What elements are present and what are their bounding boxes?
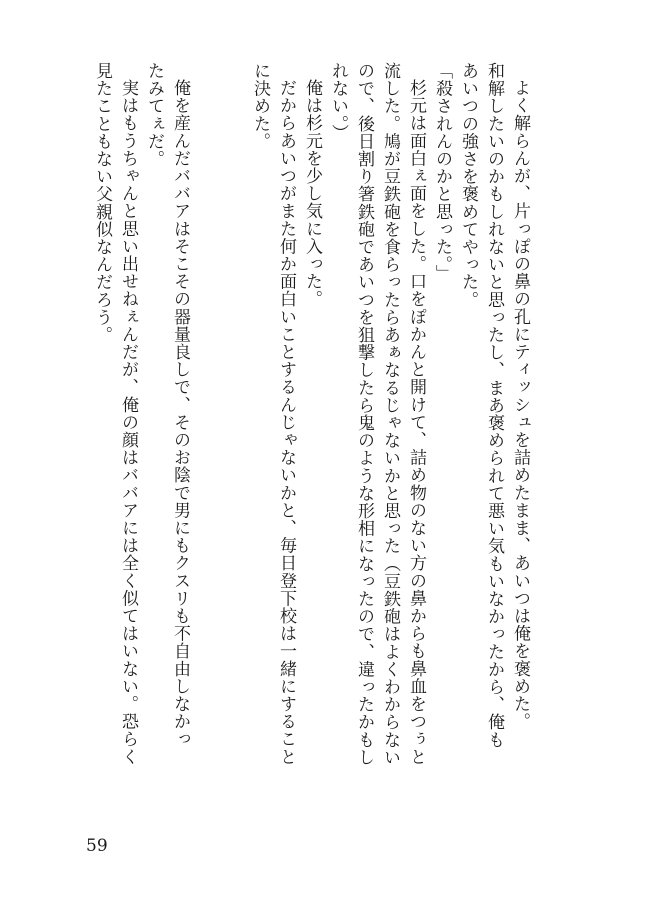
text-line-7: ので、後日割り箸鉄砲であいつを狙撃したら鬼のような形相になったので、違ったかもし <box>354 62 374 766</box>
vertical-text-body <box>89 62 533 812</box>
page-number: 59 <box>86 836 108 856</box>
text-line-1: よく解らんが、片っぽの鼻の孔にティッシュを詰めたまま、あいつは俺を褒めた。 <box>510 79 530 731</box>
text-line-8: れない。） <box>328 62 348 142</box>
text-line-6: 流した。鳩が豆鉄砲を食らったらあぁなるじゃないかと思った（豆鉄砲はよくわからない <box>380 62 400 766</box>
text-line-5: 杉元は面白ぇ面をした。口をぽかんと開けて、詰め物のない方の鼻からも鼻血をつぅと <box>406 79 426 766</box>
text-line-14: 実はもうちゃんと思い出せねぇんだが、俺の顔はババアには全く似てはいない。恐らく <box>118 79 138 766</box>
text-line-9: 俺は杉元を少し気に入った。 <box>302 79 322 308</box>
section-break <box>193 62 247 812</box>
text-line-3: あいつの強さを褒めてやった。 <box>458 62 478 309</box>
text-line-13: たみてぇだ。 <box>144 62 164 168</box>
text-line-2: 和解したいのかもしれないと思ったし、まあ褒められて悪い気もいなかったから、俺も <box>484 62 504 749</box>
text-line-12: 俺を産んだババアはそこその器量良しで、そのお陰で男にもクスリも不自由しなかっ <box>170 79 190 748</box>
text-line-10: だからあいつがまた何か面白いことするんじゃないかと、毎日登下校は一緒にすること <box>276 79 296 766</box>
text-line-11: に決めた。 <box>250 62 270 150</box>
text-line-4-dialogue: 「殺されんのかと思った。」 <box>432 62 452 283</box>
text-line-15: 見たこともない父親似なんだろう。 <box>92 62 112 344</box>
